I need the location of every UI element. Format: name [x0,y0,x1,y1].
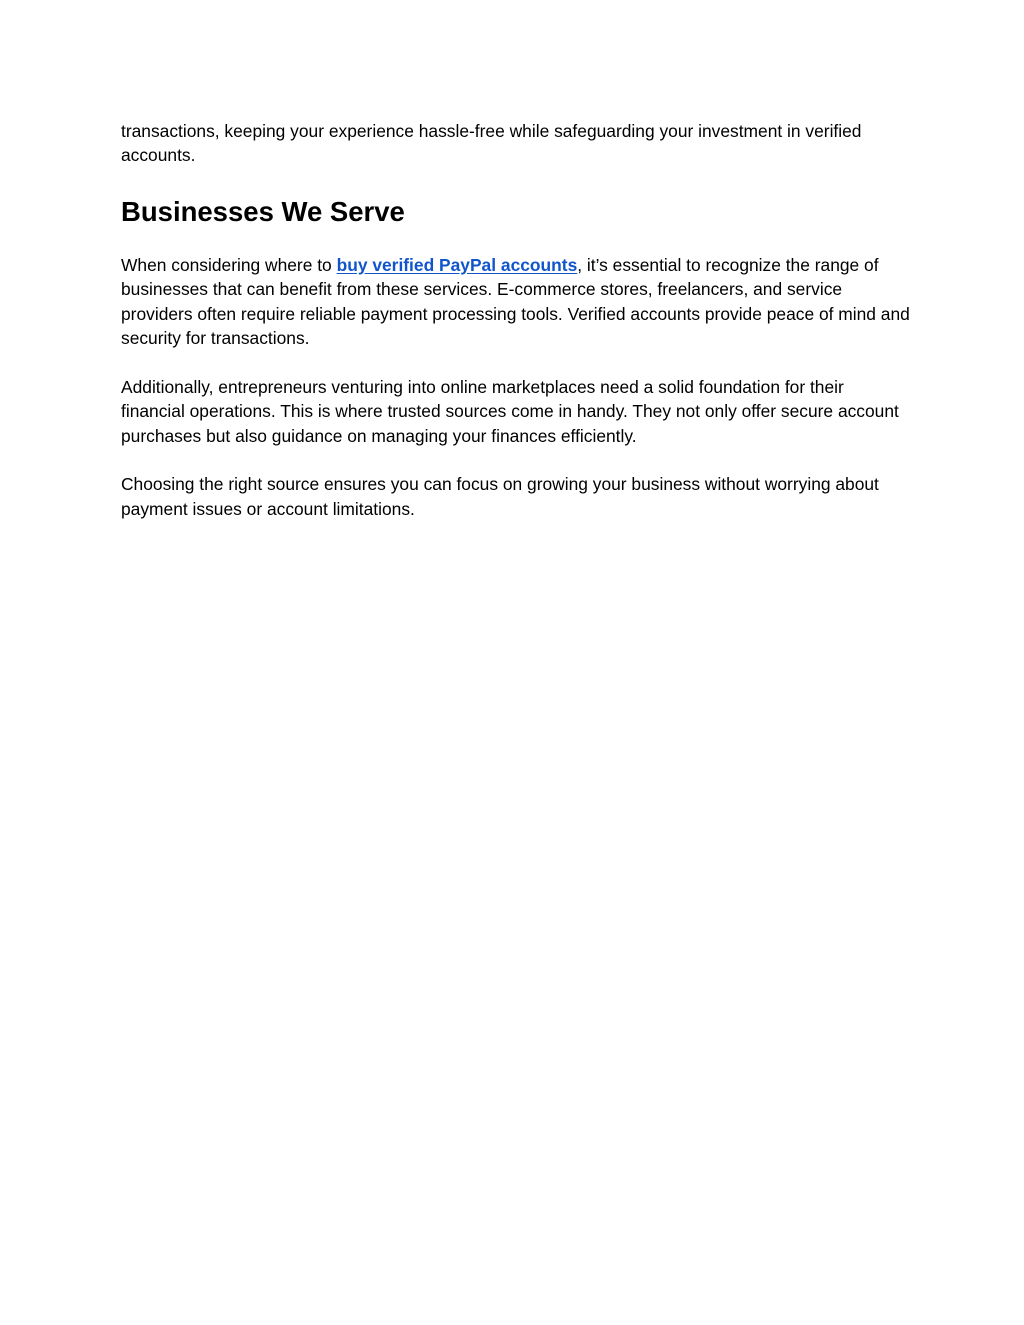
paragraph-choosing-source: Choosing the right source ensures you can focus on growing your business without worrying about payment issues or account limitations. [121,474,879,519]
buy-paypal-accounts-link[interactable]: buy verified PayPal accounts [336,254,578,275]
paragraph-1-text-before-link: When considering where to [121,254,337,275]
paragraph-1-text-after-link: , it’s essential to recognize the range of businesses that can benefit from these services. E-commerce stores, freelancers, and service providers often require reliable payment processing tools. Verified accounts provide peace of mind and security for transactions. [121,254,910,349]
paragraph-entrepreneurs: Additionally, entrepreneurs venturing into online marketplaces need a solid foundation for their financial operations. This is where trusted sources come in handy. They not only offer secure account purchases but also guidance on managing your finances efficiently. [121,376,899,446]
intro-paragraph: transactions, keeping your experience hassle-free while safeguarding your investment in verified accounts. [121,121,862,166]
section-heading-wrapper [121,195,911,229]
section-heading: Businesses We Serve [121,195,405,227]
paragraph-businesses [121,253,911,351]
document-page [121,119,911,521]
